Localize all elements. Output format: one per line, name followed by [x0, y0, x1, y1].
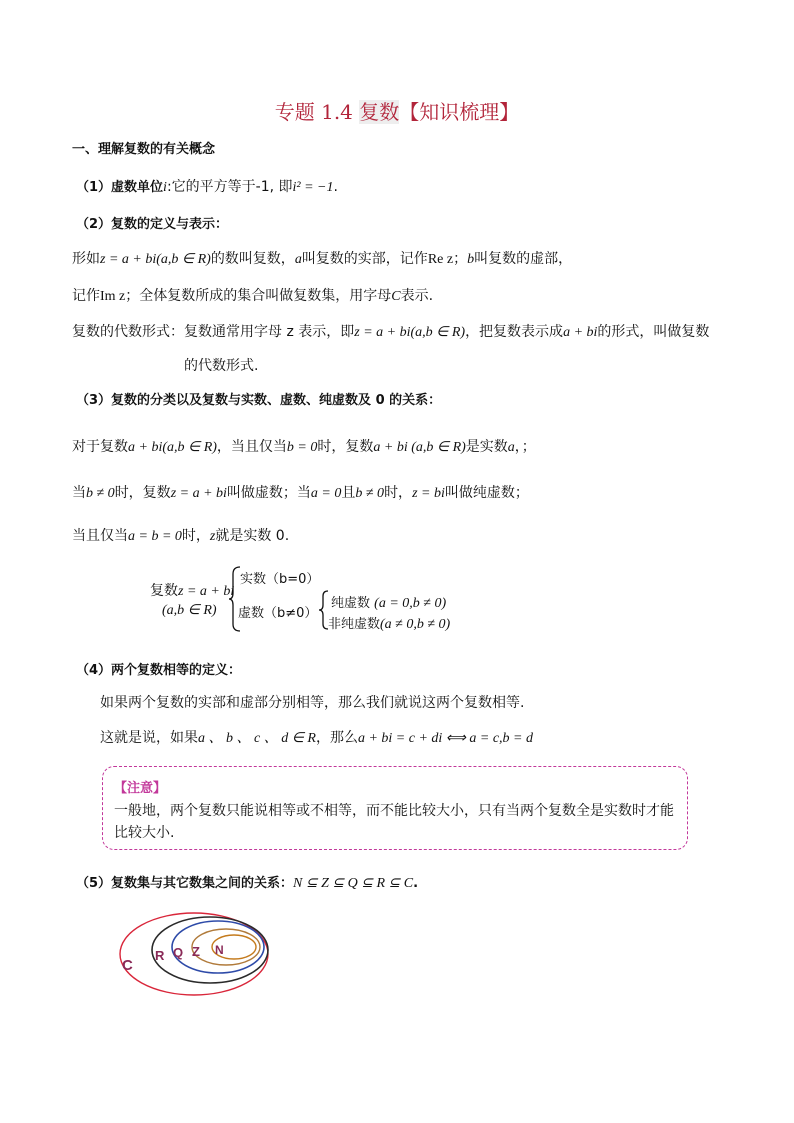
title-suffix: 【知识梳理】	[399, 100, 520, 124]
item4-line2: 这就是说，如果a 、 b 、 c 、 d ∈ R，那么a + bi = c + di ⟺ a = c,b = d	[100, 730, 533, 746]
note-title: 【注意】	[114, 781, 167, 796]
note-line2: 比较大小.	[114, 825, 175, 841]
item2-heading: （2）复数的定义与表示：	[76, 217, 229, 232]
note-line1: 一般地，两个复数只能说相等或不相等，而不能比较大小，只有当两个复数全是实数时才能	[114, 803, 674, 819]
item4-heading: （4）两个复数相等的定义：	[76, 663, 242, 678]
page-title	[0, 96, 794, 125]
set-z-label: Z	[192, 944, 200, 959]
item3-line3: 当且仅当a = b = 0时，z就是实数 0.	[72, 528, 290, 544]
item4-line1: 如果两个复数的实部和虚部分别相等，那么我们就说这两个复数相等.	[100, 695, 525, 711]
item2-line1: 形如z = a + bi(a,b ∈ R)的数叫复数，a叫复数的实部，记作Re z；b叫复数的虚部，	[72, 251, 573, 267]
tree-root: 复数z = a + bi	[150, 583, 235, 599]
set-c-label: C	[122, 957, 133, 974]
tree-pure-imaginary: 纯虚数 (a = 0,b ≠ 0)	[331, 596, 447, 611]
number-set-venn-diagram	[118, 910, 278, 1002]
item3-line2: 当b ≠ 0时，复数z = a + bi叫做虚数；当a = 0且b ≠ 0时，z = bi叫做纯虚数；	[72, 485, 529, 501]
set-q-label: Q	[173, 945, 184, 960]
item5-heading: （5）复数集与其它数集之间的关系：N ⊆ Z ⊆ Q ⊆ R ⊆ C.	[76, 876, 419, 891]
item3-heading: （3）复数的分类以及复数与实数、虚数、纯虚数及 0 的关系：	[76, 393, 442, 408]
item1-imaginary-unit: （1）虚数单位i:它的平方等于-1, 即i² = −1.	[76, 179, 338, 195]
tree-real: 实数（b=0）	[240, 572, 320, 587]
title-prefix: 专题 1.4	[274, 100, 360, 124]
item3-line1: 对于复数a + bi(a,b ∈ R)，当且仅当b = 0时，复数a + bi (a,b ∈ R)是实数a，；	[72, 439, 536, 455]
tree-imaginary: 虚数（b≠0）	[238, 606, 318, 621]
item2-line4: 的代数形式.	[184, 358, 259, 374]
section-heading-1: 一、理解复数的有关概念	[72, 142, 216, 157]
set-n-label: N	[215, 943, 224, 957]
item2-line2: 记作Im z；全体复数所成的集合叫做复数集，用字母C表示.	[72, 288, 434, 304]
tree-non-pure-imaginary: 非纯虚数(a ≠ 0,b ≠ 0)	[328, 617, 451, 632]
set-r-label: R	[155, 948, 165, 963]
title-highlight: 复数	[359, 100, 400, 124]
tree-root-condition: (a,b ∈ R)	[162, 603, 217, 618]
item2-line3: 复数的代数形式：复数通常用字母 z 表示，即z = a + bi(a,b ∈ R)，把复数表示成a + bi的形式，叫做复数	[72, 324, 710, 340]
set-z-ellipse	[192, 929, 260, 965]
